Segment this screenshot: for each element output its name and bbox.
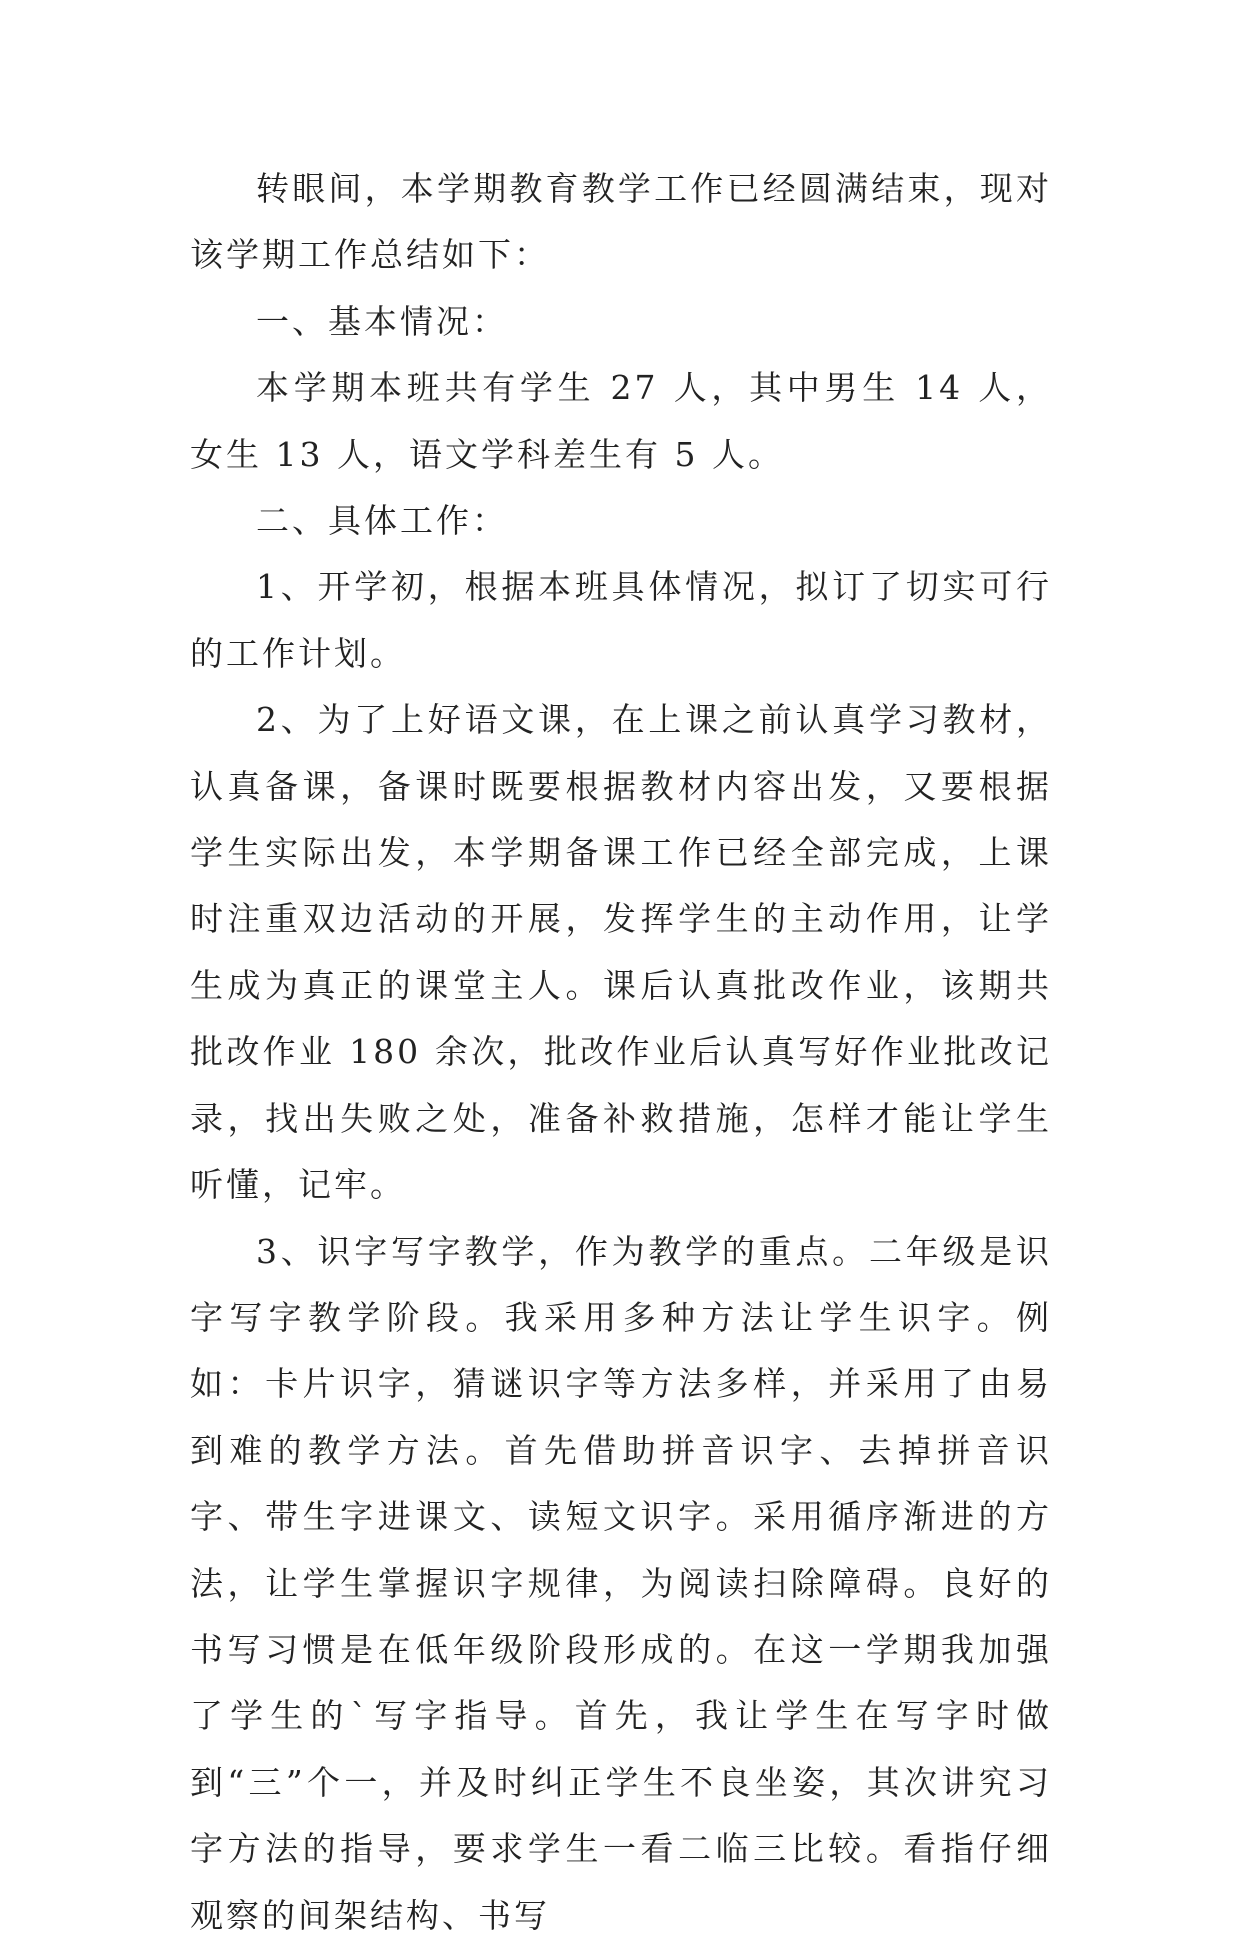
work-item-2-paragraph: 2、为了上好语文课，在上课之前认真学习教材，认真备课，备课时既要根据教材内容出发，又要根据学生实际出发，本学期备课工作已经全部完成，上课时注重双边活动的开展，发挥学生的主动作用，让学生成为真正的课堂主人。课后认真批改作业，该期共批改作业 180 余次，批改作业后认真写好作业批改记录，找出失败之处，准备补救措施，怎样才能让学生听懂，记牢。 bbox=[190, 700, 1052, 1205]
section-heading-basic-info: 一、基本情况： bbox=[256, 301, 508, 341]
section-heading-specific-work: 二、具体工作： bbox=[256, 501, 508, 541]
basic-info-paragraph: 本学期本班共有学生 27 人，其中男生 14 人，女生 13 人，语文学科差生有 5 人。 bbox=[190, 368, 1052, 474]
work-item-1-paragraph: 1、开学初，根据本班具体情况，拟订了切实可行的工作计划。 bbox=[190, 567, 1052, 673]
document-body bbox=[190, 156, 1052, 1949]
work-item-3-paragraph: 3、识字写字教学，作为教学的重点。二年级是识字写字教学阶段。我采用多种方法让学生识字。例如：卡片识字，猜谜识字等方法多样，并采用了由易到难的教学方法。首先借助拼音识字、去掉拼音识字、带生字进课文、读短文识字。采用循序渐进的方法，让学生掌握识字规律，为阅读扫除障碍。良好的书写习惯是在低年级阶段形成的。在这一学期我加强了学生的`写字指导。首先，我让学生在写字时做到“三”个一，并及时纠正学生不良坐姿，其次讲究习字方法的指导，要求学生一看二临三比较。看指仔细观察的间架结构、书写 bbox=[190, 1231, 1052, 1935]
intro-paragraph: 转眼间，本学期教育教学工作已经圆满结束，现对该学期工作总结如下： bbox=[190, 169, 1052, 275]
